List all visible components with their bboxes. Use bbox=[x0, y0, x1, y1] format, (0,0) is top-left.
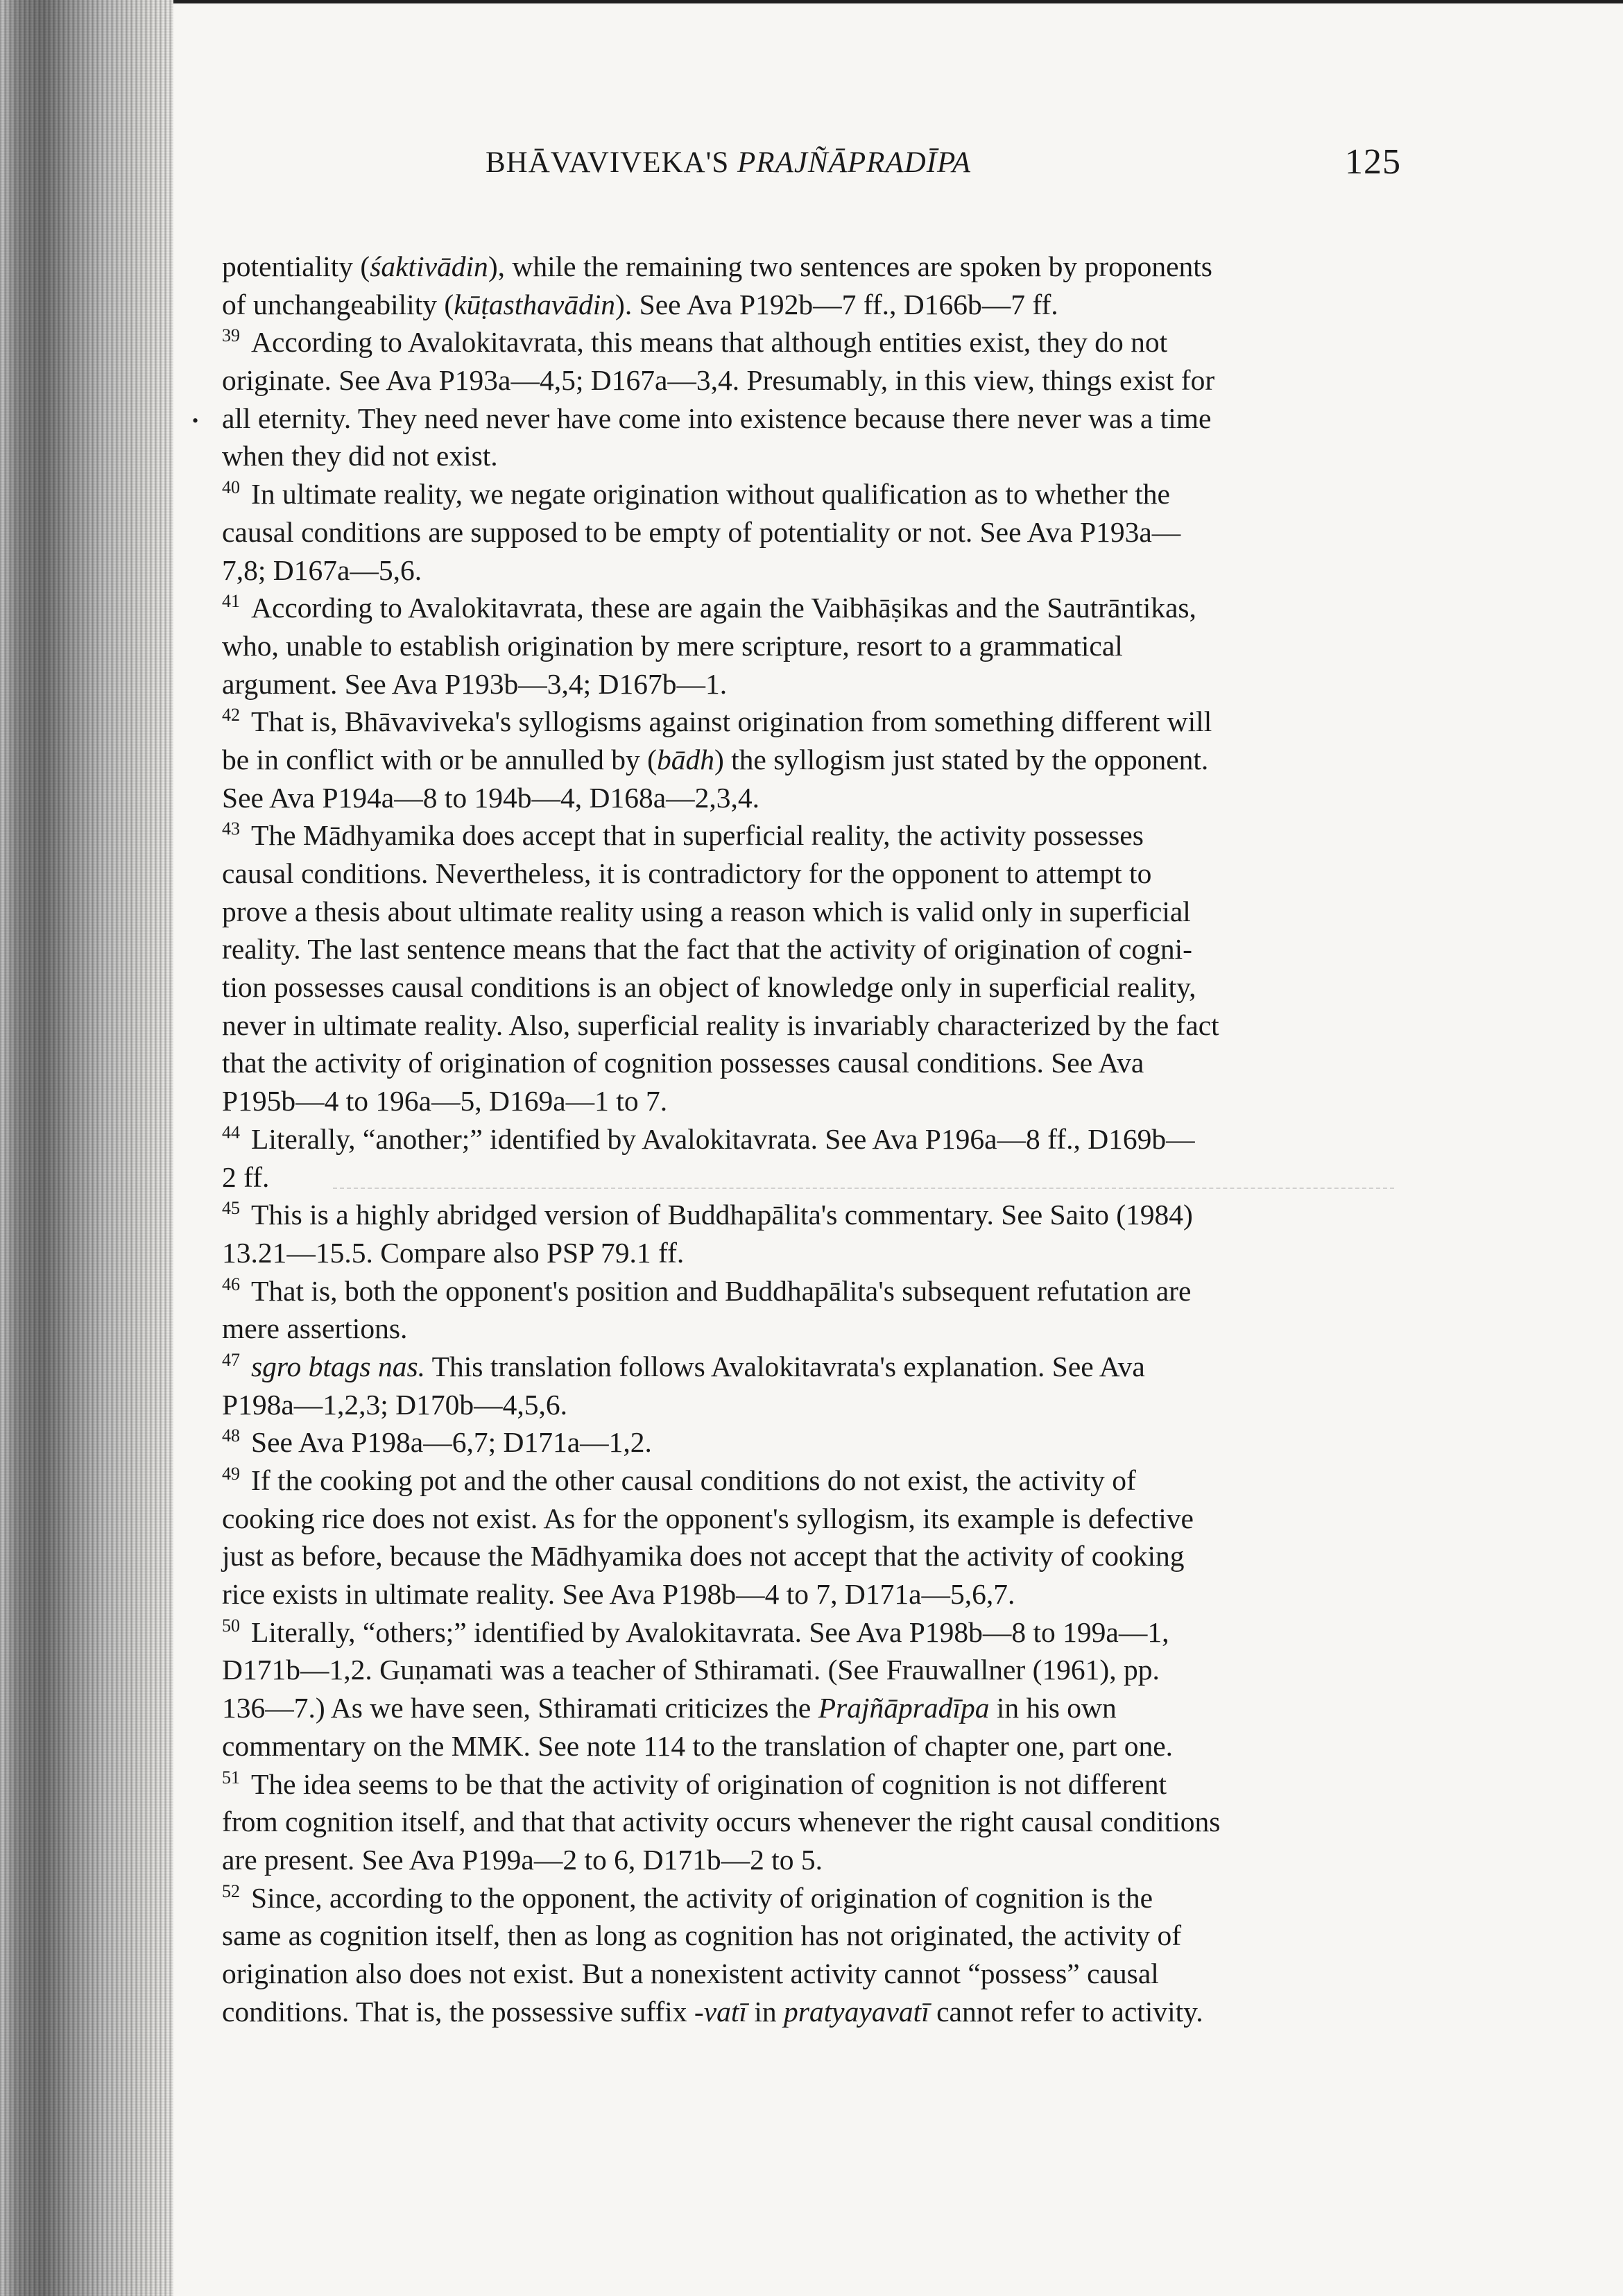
text-line bbox=[222, 1651, 1394, 1689]
running-title bbox=[486, 146, 971, 180]
text-line bbox=[222, 665, 1394, 703]
text-segment: The idea seems to be that the activity of origination of cognition is not different bbox=[251, 1767, 1167, 1800]
text-segment: 13.21—15.5. Compare also PSP 79.1 ff. bbox=[222, 1236, 685, 1269]
text-line bbox=[222, 475, 1394, 513]
text-segment: 2 ff. bbox=[222, 1160, 270, 1193]
text-segment: See Ava P198a—6,7; D171a—1,2. bbox=[251, 1426, 652, 1459]
text-segment: never in ultimate reality. Also, superficial reality is invariably characterized by the fact bbox=[222, 1009, 1219, 1041]
text-line bbox=[222, 286, 1394, 324]
text-segment: D171b—1,2. Guṇamati was a teacher of Sthiramati. (See Frauwallner (1961), pp. bbox=[222, 1654, 1160, 1686]
text-line bbox=[222, 1310, 1394, 1348]
text-line bbox=[222, 741, 1394, 779]
text-line bbox=[222, 1993, 1394, 2031]
italic-term: śaktivādin bbox=[370, 250, 488, 282]
text-line bbox=[222, 1044, 1394, 1082]
text-segment: This translation follows Avalokitavrata's explanation. See Ava bbox=[424, 1350, 1145, 1382]
text-line bbox=[222, 816, 1394, 855]
footnote-number: 44 bbox=[222, 1122, 240, 1142]
footnote-number: 49 bbox=[222, 1464, 240, 1484]
text-segment: causal conditions are supposed to be empty of potentiality or not. See Ava P193a— bbox=[222, 515, 1181, 548]
text-line bbox=[222, 893, 1394, 931]
text-line bbox=[222, 930, 1394, 968]
text-line bbox=[222, 703, 1394, 741]
text-line bbox=[222, 361, 1394, 400]
footnote-number: 39 bbox=[222, 325, 240, 346]
text-segment: originate. See Ava P193a—4,5; D167a—3,4. Presumably, in this view, things exist for bbox=[222, 364, 1215, 397]
text-line bbox=[222, 1727, 1394, 1765]
text-segment: Literally, “others;” identified by Avalokitavrata. See Ava P198b—8 to 199a—1, bbox=[251, 1616, 1169, 1648]
text-line bbox=[222, 1462, 1394, 1500]
text-segment: P198a—1,2,3; D170b—4,5,6. bbox=[222, 1388, 567, 1421]
footnote-number: 40 bbox=[222, 477, 240, 498]
text-segment: in his own bbox=[989, 1692, 1117, 1724]
text-segment: 136—7.) As we have seen, Sthiramati criticizes the bbox=[222, 1692, 818, 1724]
text-line bbox=[222, 1917, 1394, 1955]
text-segment: In ultimate reality, we negate origination without qualification as to whether the bbox=[251, 478, 1170, 511]
text-segment: who, unable to establish origination by mere scripture, resort to a grammatical bbox=[222, 629, 1123, 662]
italic-term: kūṭasthavādin bbox=[454, 288, 616, 320]
text-line bbox=[222, 1500, 1394, 1538]
text-line bbox=[222, 1158, 1394, 1197]
text-segment: The Mādhyamika does accept that in superficial reality, the activity possesses bbox=[251, 819, 1144, 852]
text-segment: origination also does not exist. But a nonexistent activity cannot “possess” causal bbox=[222, 1957, 1159, 1989]
text-segment: This is a highly abridged version of Buddhapālita's commentary. See Saito (1984) bbox=[251, 1199, 1193, 1231]
text-line bbox=[222, 1841, 1394, 1879]
text-segment: rice exists in ultimate reality. See Ava P198b—4 to 7, D171a—5,6,7. bbox=[222, 1578, 1015, 1611]
text-segment: causal conditions. Nevertheless, it is contradictory for the opponent to attempt to bbox=[222, 857, 1152, 889]
footnote-number: 46 bbox=[222, 1274, 240, 1294]
text-line bbox=[222, 855, 1394, 893]
text-segment: That is, both the opponent's position and Buddhapālita's subsequent refutation are bbox=[251, 1274, 1192, 1307]
running-title-italic: PRAJÑĀPRADĪPA bbox=[737, 146, 972, 179]
text-segment: According to Avalokitavrata, these are again the Vaibhāṣikas and the Sautrāntikas, bbox=[251, 592, 1196, 624]
text-segment: Since, according to the opponent, the activity of origination of cognition is the bbox=[251, 1881, 1153, 1914]
text-segment: See Ava P194a—8 to 194b—4, D168a—2,3,4. bbox=[222, 781, 759, 814]
text-line bbox=[222, 1803, 1394, 1841]
footnote-number: 51 bbox=[222, 1767, 240, 1788]
text-line bbox=[222, 1196, 1394, 1234]
text-segment: ) the syllogism just stated by the opponent. bbox=[714, 743, 1209, 776]
running-title-roman: BHĀVAVIVEKA'S bbox=[486, 146, 738, 179]
text-line bbox=[222, 1575, 1394, 1613]
text-segment: 7,8; D167a—5,6. bbox=[222, 554, 422, 586]
text-segment: same as cognition itself, then as long as cognition has not originated, the activity of bbox=[222, 1919, 1182, 1952]
text-line bbox=[222, 1879, 1394, 1917]
text-line bbox=[222, 1765, 1394, 1804]
text-line bbox=[222, 1082, 1394, 1120]
text-line bbox=[222, 1272, 1394, 1310]
text-line bbox=[222, 513, 1394, 551]
text-segment: Literally, “another;” identified by Avalokitavrata. See Ava P196a—8 ff., D169b— bbox=[251, 1122, 1195, 1155]
text-line bbox=[222, 627, 1394, 665]
text-line bbox=[222, 968, 1394, 1006]
text-line bbox=[222, 1613, 1394, 1652]
text-line bbox=[222, 1689, 1394, 1727]
text-segment: P195b—4 to 196a—5, D169a—1 to 7. bbox=[222, 1085, 668, 1117]
text-line bbox=[222, 1348, 1394, 1386]
text-segment: ), while the remaining two sentences are spoken by proponents bbox=[488, 250, 1212, 282]
endnotes-text-block bbox=[222, 248, 1394, 2030]
text-segment: conditions. That is, the possessive suffix bbox=[222, 1995, 694, 2028]
text-segment: According to Avalokitavrata, this means that although entities exist, they do not bbox=[251, 326, 1168, 359]
italic-term: bādh bbox=[656, 743, 714, 776]
text-line bbox=[222, 400, 1394, 438]
running-head bbox=[486, 142, 1401, 190]
text-line bbox=[222, 779, 1394, 817]
text-line bbox=[222, 437, 1394, 475]
text-line bbox=[222, 1234, 1394, 1272]
text-segment: argument. See Ava P193b—3,4; D167b—1. bbox=[222, 667, 728, 700]
footnote-number: 48 bbox=[222, 1425, 240, 1446]
footnote-number: 50 bbox=[222, 1615, 240, 1636]
footnote-number: 41 bbox=[222, 591, 240, 612]
footnote-number: 45 bbox=[222, 1198, 240, 1219]
text-segment: commentary on the MMK. See note 114 to the translation of chapter one, part one. bbox=[222, 1729, 1174, 1762]
text-segment: prove a thesis about ultimate reality using a reason which is valid only in superficial bbox=[222, 895, 1191, 927]
text-segment: mere assertions. bbox=[222, 1312, 408, 1345]
italic-term: -vatī bbox=[694, 1995, 747, 2028]
footnote-number: 52 bbox=[222, 1881, 240, 1901]
text-segment: of unchangeability ( bbox=[222, 288, 454, 320]
text-line bbox=[222, 248, 1394, 286]
footnote-number: 43 bbox=[222, 819, 240, 839]
text-line bbox=[222, 589, 1394, 627]
text-segment: all eternity. They need never have come into existence because there never was a time bbox=[222, 402, 1212, 434]
text-segment: reality. The last sentence means that the fact that the activity of origination of cogni- bbox=[222, 933, 1192, 966]
page-top-edge bbox=[0, 0, 1623, 3]
text-line bbox=[222, 323, 1394, 361]
page-number: 125 bbox=[1345, 142, 1401, 182]
text-segment: cannot refer to activity. bbox=[929, 1995, 1203, 2028]
text-segment: in bbox=[746, 1995, 784, 2028]
italic-term: Prajñāpradīpa bbox=[818, 1692, 990, 1724]
book-binding-gutter bbox=[0, 0, 173, 2296]
text-segment: that the activity of origination of cognition possesses causal conditions. See Ava bbox=[222, 1047, 1144, 1079]
text-segment: cooking rice does not exist. As for the opponent's syllogism, its example is defective bbox=[222, 1502, 1194, 1534]
text-segment: That is, Bhāvaviveka's syllogisms against origination from something different will bbox=[251, 705, 1212, 738]
text-line bbox=[222, 1955, 1394, 1993]
text-segment: tion possesses causal conditions is an object of knowledge only in superficial reality, bbox=[222, 971, 1196, 1004]
italic-term: sgro btags nas. bbox=[251, 1350, 425, 1382]
text-line bbox=[222, 1120, 1394, 1158]
text-segment: just as before, because the Mādhyamika does not accept that the activity of cooking bbox=[222, 1540, 1185, 1573]
text-segment: when they did not exist. bbox=[222, 440, 498, 472]
margin-mark: • bbox=[192, 411, 199, 431]
text-line bbox=[222, 1386, 1394, 1424]
text-line bbox=[222, 1006, 1394, 1045]
italic-term: pratyayavatī bbox=[783, 1995, 929, 2028]
text-line bbox=[222, 551, 1394, 590]
footnote-number: 42 bbox=[222, 705, 240, 726]
text-line bbox=[222, 1423, 1394, 1462]
text-segment: ). See Ava P192b—7 ff., D166b—7 ff. bbox=[615, 288, 1058, 320]
text-segment: be in conflict with or be annulled by ( bbox=[222, 743, 657, 776]
text-segment: are present. See Ava P199a—2 to 6, D171b—2 to 5. bbox=[222, 1843, 823, 1876]
text-segment: If the cooking pot and the other causal conditions do not exist, the activity of bbox=[251, 1464, 1136, 1496]
text-segment: from cognition itself, and that that activity occurs whenever the right causal conditions bbox=[222, 1806, 1221, 1838]
footnote-number: 47 bbox=[222, 1349, 240, 1370]
text-line bbox=[222, 1537, 1394, 1575]
text-segment: potentiality ( bbox=[222, 250, 370, 282]
